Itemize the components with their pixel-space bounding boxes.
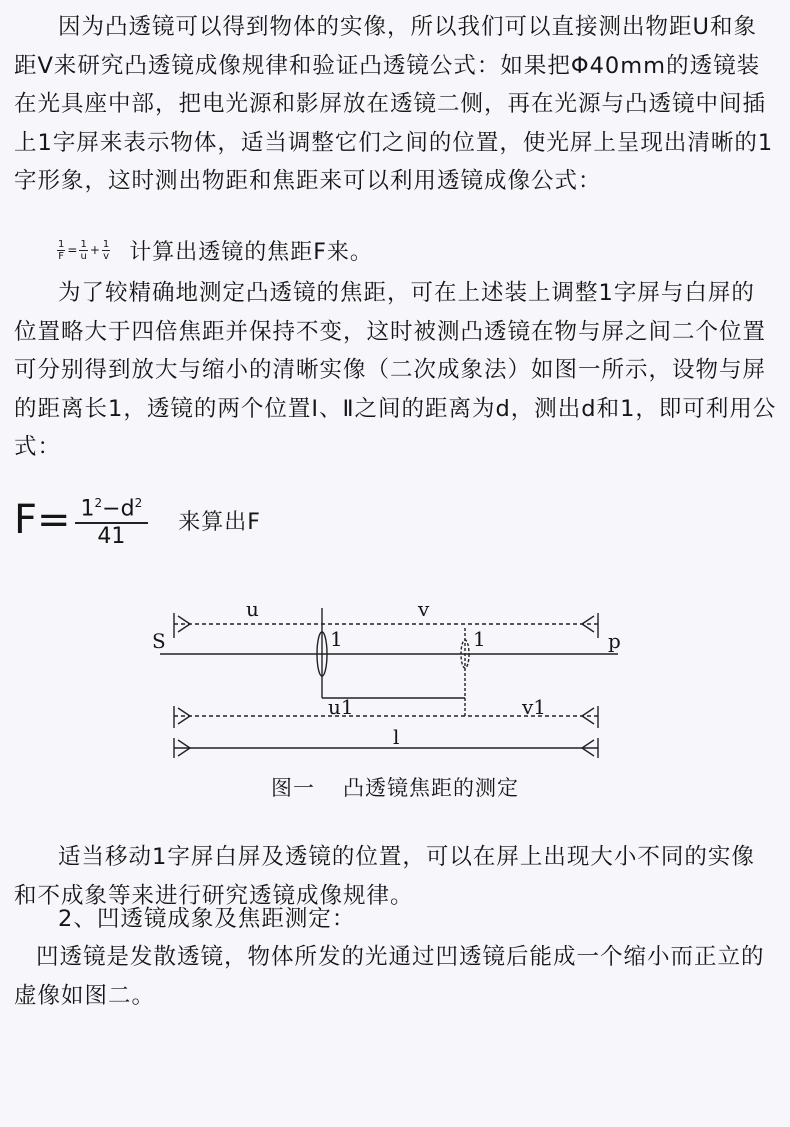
label-u1: u1 <box>328 695 354 719</box>
caption-title: 凸透镜焦距的测定 <box>343 776 519 800</box>
section-heading <box>14 900 778 939</box>
label-u: u <box>246 598 259 621</box>
label-v1: v1 <box>522 695 547 719</box>
paragraph-adjust-text: 适当移动1字屏白屏及透镜的位置，可以在屏上出现大小不同的实像和不成象等来进行研究透镜成像规律。 <box>14 844 755 909</box>
formula-denominator: 41 <box>97 524 126 550</box>
focal-length-formula <box>14 490 261 550</box>
numerator: 1 <box>80 238 87 250</box>
numerator-term: −d <box>102 496 135 522</box>
formula-fraction <box>75 490 149 550</box>
formula-lhs: F= <box>14 497 71 543</box>
paragraph-concave-text: 凹透镜是发散透镜，物体所发的光通过凹透镜后能成一个缩小而正立的虚像如图二。 <box>14 944 765 1009</box>
label-p: p <box>608 629 621 653</box>
equals-sign: = <box>67 243 78 257</box>
exponent: 2 <box>134 495 143 510</box>
denominator: u <box>80 250 87 262</box>
section-heading-text: 2、凹透镜成象及焦距测定： <box>58 906 356 932</box>
paragraph-method-text: 为了较精确地测定凸透镜的焦距，可在上述装上调整1字屏与白屏的位置略大于四倍焦距并保持不变，这时被测凸透镜在物与屏之间二个位置可分别得到放大与缩小的清晰实像（二次成象法）如图一所示，设物与屏的距离长1，透镜的两个位置Ⅰ、Ⅱ之间的距离为d，测出d和1，即可利用公式： <box>14 280 777 460</box>
paragraph-intro <box>14 8 778 201</box>
formula-description: 来算出F <box>178 509 261 535</box>
caption-figure-number: 图一 <box>271 776 315 800</box>
label-S: S <box>152 629 166 653</box>
lens-formula <box>56 235 373 265</box>
paragraph-method <box>14 274 778 467</box>
numerator: 1 <box>58 238 65 250</box>
fraction-1-over-F <box>57 239 65 262</box>
numerator: 1 <box>102 238 110 250</box>
denominator: F <box>58 250 65 262</box>
label-l: l <box>393 725 400 749</box>
label-lens-1: 1 <box>330 627 343 651</box>
fraction-1-over-u <box>79 239 87 262</box>
paragraph-intro-text: 因为凸透镜可以得到物体的实像，所以我们可以直接测出物距U和象距V来研究凸透镜成像规律和验证凸透镜公式：如果把Φ40mm的透镜装在光具座中部，把电光源和影屏放在透镜二侧，再在光源与凸透镜中间插上1字屏来表示物体，适当调整它们之间的位置，使光屏上呈现出清晰的1字形象，这时测出物距和焦距来可以利用透镜成像公式： <box>14 14 774 194</box>
denominator: v <box>103 250 110 262</box>
label-v: v <box>418 598 430 621</box>
plus-sign: + <box>89 243 100 257</box>
figure-1-diagram <box>140 598 640 758</box>
figure-caption <box>0 772 790 802</box>
formula-description: 计算出透镜的焦距F来。 <box>129 239 373 265</box>
label-lens-2: 1 <box>473 627 486 651</box>
exponent: 2 <box>94 495 103 510</box>
fraction-1-over-v <box>102 239 110 262</box>
numerator-base: 1 <box>80 496 95 522</box>
formula-numerator <box>75 490 149 524</box>
paragraph-concave <box>14 938 778 1015</box>
